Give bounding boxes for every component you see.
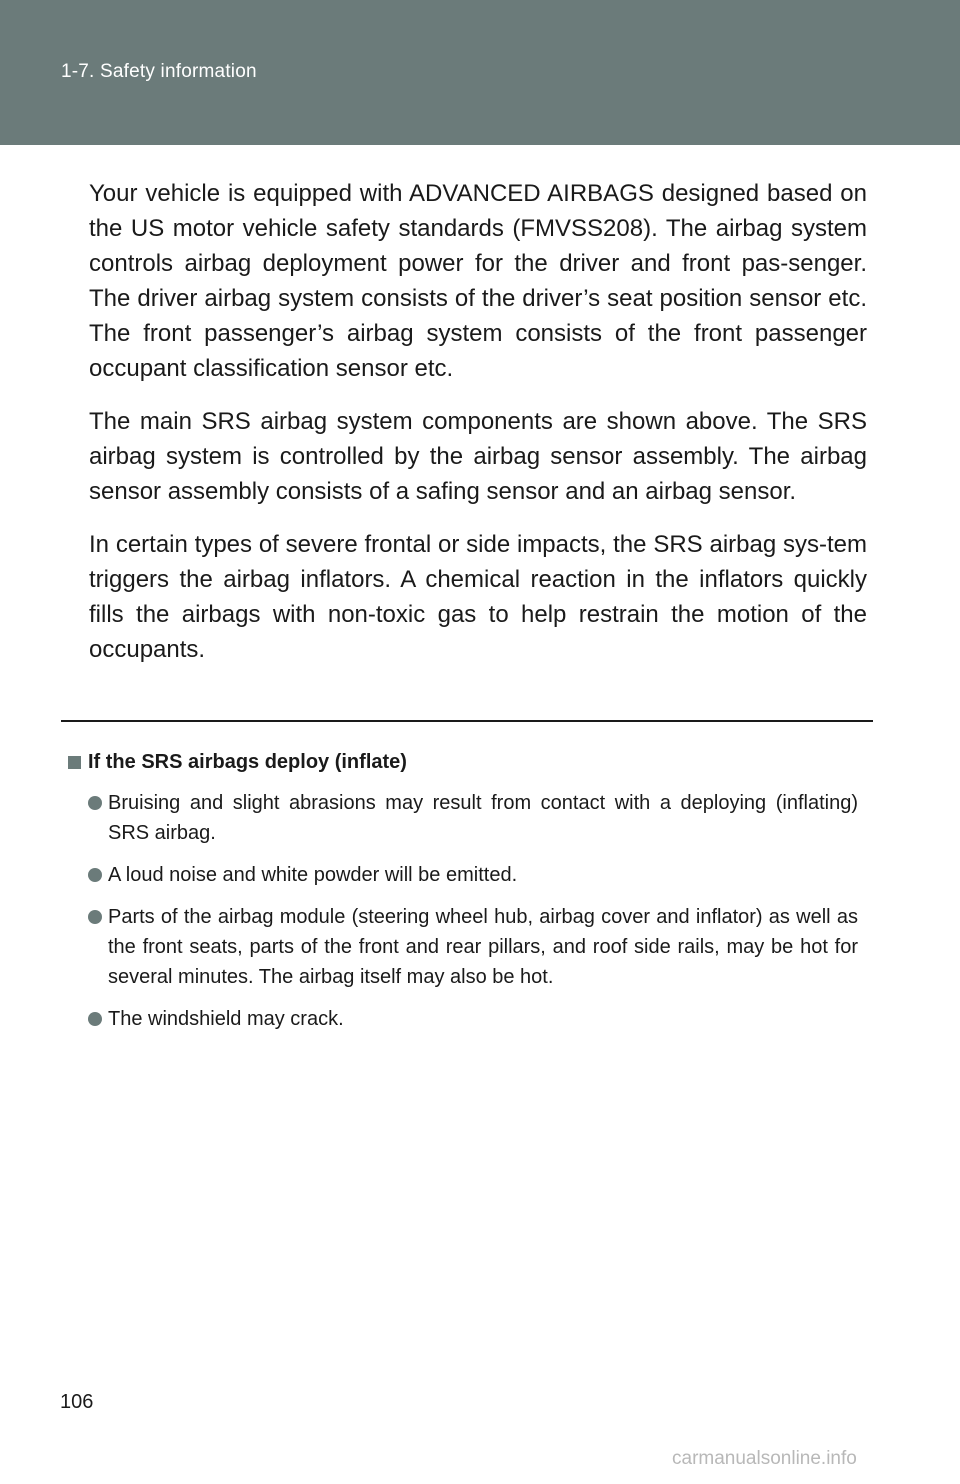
section-title: 1-7. Safety information <box>61 61 257 82</box>
page-number: 106 <box>60 1391 94 1413</box>
bullet-text: Bruising and slight abrasions may result from contact with a deploying (inflating) SRS airbag. <box>108 792 858 844</box>
list-item <box>68 902 858 992</box>
main-text <box>89 176 867 685</box>
list-item <box>68 1004 858 1034</box>
paragraph-impact-deployment: In certain types of severe frontal or side impacts, the SRS airbag sys-tem triggers the airbag inflators. A chemical reaction in the inflators quickly fills the airbags with non-toxic gas to help restrain the motion of the occupants. <box>89 531 867 663</box>
circle-bullet-icon <box>88 868 102 882</box>
section-heading <box>68 748 858 776</box>
bullet-list <box>68 788 858 1034</box>
square-bullet-icon <box>68 756 81 769</box>
deploy-section <box>68 748 858 1046</box>
circle-bullet-icon <box>88 1012 102 1026</box>
paragraph-srs-components: The main SRS airbag system components are shown above. The SRS airbag system is controlled by the airbag sensor assembly. The airbag sensor assembly consists of a safing sensor and an airbag sensor. <box>89 408 867 505</box>
watermark: carmanualsonline.info <box>672 1448 857 1469</box>
bullet-text: The windshield may crack. <box>108 1008 344 1030</box>
page-header <box>0 0 960 145</box>
list-item <box>68 788 858 848</box>
section-heading-text: If the SRS airbags deploy (inflate) <box>88 751 407 773</box>
circle-bullet-icon <box>88 910 102 924</box>
section-divider <box>61 720 873 722</box>
bullet-text: A loud noise and white powder will be emitted. <box>108 864 518 886</box>
bullet-text: Parts of the airbag module (steering wheel hub, airbag cover and inflator) as well as the front seats, parts of the front and rear pillars, and roof side rails, may be hot for several minutes. The airbag itself may also be hot. <box>108 906 858 988</box>
list-item <box>68 860 858 890</box>
circle-bullet-icon <box>88 796 102 810</box>
paragraph-advanced-airbags: Your vehicle is equipped with ADVANCED AIRBAGS designed based on the US motor vehicle safety standards (FMVSS208). The airbag system controls airbag deployment power for the driver and front pas-senger. The driver airbag system consists of the driver’s seat position sensor etc. The front passenger’s airbag system consists of the front passenger occupant classification sensor etc. <box>89 180 867 382</box>
